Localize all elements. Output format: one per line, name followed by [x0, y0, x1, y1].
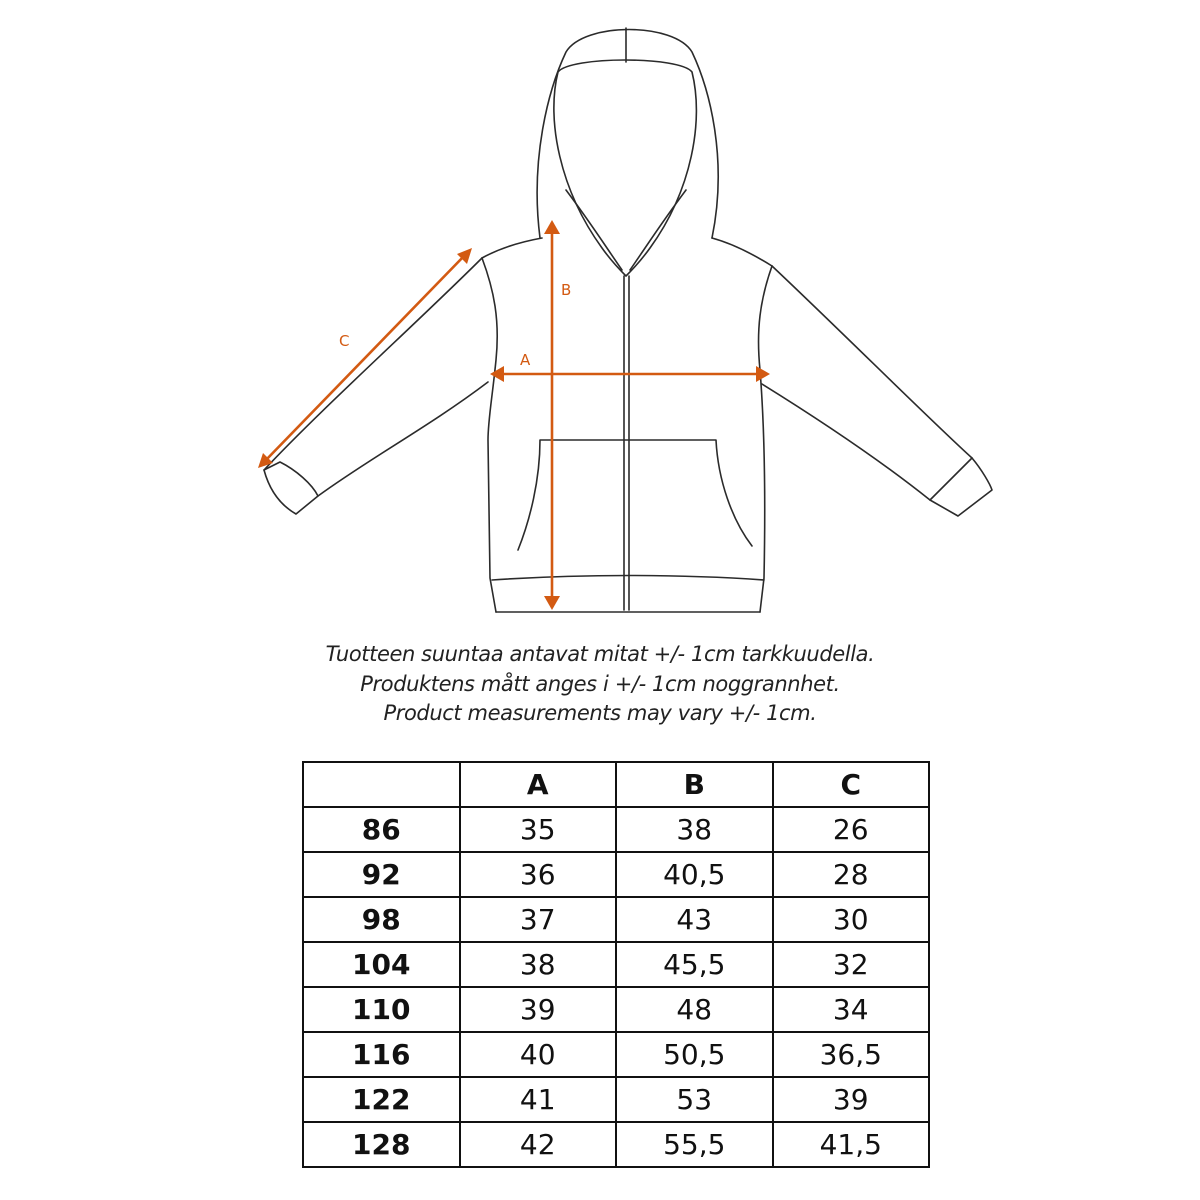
right-cuff — [930, 458, 992, 516]
table-row — [303, 1122, 929, 1167]
size-cell: 116 — [303, 1032, 460, 1077]
measurement-arrows — [258, 220, 770, 610]
size-cell: 104 — [303, 942, 460, 987]
header-a: A — [460, 762, 617, 807]
note-finnish: Tuotteen suuntaa antavat mitat +/- 1cm tarkkuudella. — [325, 642, 875, 666]
value-a-cell: 37 — [460, 897, 617, 942]
value-a-cell: 38 — [460, 942, 617, 987]
value-a-cell: 36 — [460, 852, 617, 897]
note-swedish: Produktens mått anges i +/- 1cm noggrannhet. — [360, 671, 840, 696]
value-c-cell: 26 — [773, 807, 930, 852]
value-b-cell: 40,5 — [616, 852, 773, 897]
note-english: Product measurements may vary +/- 1cm. — [383, 701, 817, 725]
hood-left-seam — [566, 190, 622, 270]
hood-right-seam — [630, 190, 686, 270]
right-sleeve-outer — [772, 266, 972, 458]
hood-inner-outline — [554, 60, 697, 276]
arrow-b-top-head — [544, 220, 560, 234]
right-sleeve-inner — [762, 384, 930, 500]
size-cell: 122 — [303, 1077, 460, 1122]
value-a-cell: 41 — [460, 1077, 617, 1122]
arrow-a-left-head — [490, 366, 504, 382]
hem-band — [492, 576, 764, 581]
size-cell: 92 — [303, 852, 460, 897]
header-size — [303, 762, 460, 807]
value-b-cell: 53 — [616, 1077, 773, 1122]
value-c-cell: 28 — [773, 852, 930, 897]
measure-label-c: C — [339, 332, 350, 350]
measure-label-a: A — [520, 351, 531, 369]
value-b-cell: 45,5 — [616, 942, 773, 987]
value-c-cell: 32 — [773, 942, 930, 987]
table-header-row — [303, 762, 929, 807]
arrow-a-right-head — [756, 366, 770, 382]
table-row — [303, 807, 929, 852]
left-shoulder — [482, 238, 542, 258]
body-right-side — [759, 266, 773, 612]
size-cell: 98 — [303, 897, 460, 942]
measure-label-b: B — [561, 281, 572, 299]
value-b-cell: 38 — [616, 807, 773, 852]
table-row — [303, 1032, 929, 1077]
right-shoulder — [712, 238, 772, 266]
header-c: C — [773, 762, 930, 807]
value-a-cell: 39 — [460, 987, 617, 1032]
value-b-cell: 48 — [616, 987, 773, 1032]
hoodie-outline — [264, 28, 992, 612]
left-sleeve-outer — [264, 258, 482, 470]
table-row — [303, 942, 929, 987]
value-c-cell: 36,5 — [773, 1032, 930, 1077]
value-b-cell: 50,5 — [616, 1032, 773, 1077]
table-row — [303, 1077, 929, 1122]
size-cell: 86 — [303, 807, 460, 852]
header-b: B — [616, 762, 773, 807]
body-left-side — [482, 258, 497, 612]
table-row — [303, 852, 929, 897]
value-a-cell: 40 — [460, 1032, 617, 1077]
left-cuff — [264, 462, 318, 514]
table-row — [303, 897, 929, 942]
arrow-b-bottom-head — [544, 596, 560, 610]
value-b-cell: 43 — [616, 897, 773, 942]
size-cell: 128 — [303, 1122, 460, 1167]
left-sleeve-inner — [318, 382, 488, 496]
arrow-c-line — [265, 255, 465, 461]
value-a-cell: 35 — [460, 807, 617, 852]
value-c-cell: 30 — [773, 897, 930, 942]
value-b-cell: 55,5 — [616, 1122, 773, 1167]
value-c-cell: 39 — [773, 1077, 930, 1122]
value-a-cell: 42 — [460, 1122, 617, 1167]
table-row — [303, 987, 929, 1032]
measurement-notes — [0, 640, 1200, 729]
value-c-cell: 34 — [773, 987, 930, 1032]
value-c-cell: 41,5 — [773, 1122, 930, 1167]
size-cell: 110 — [303, 987, 460, 1032]
size-chart-table — [302, 761, 930, 1168]
